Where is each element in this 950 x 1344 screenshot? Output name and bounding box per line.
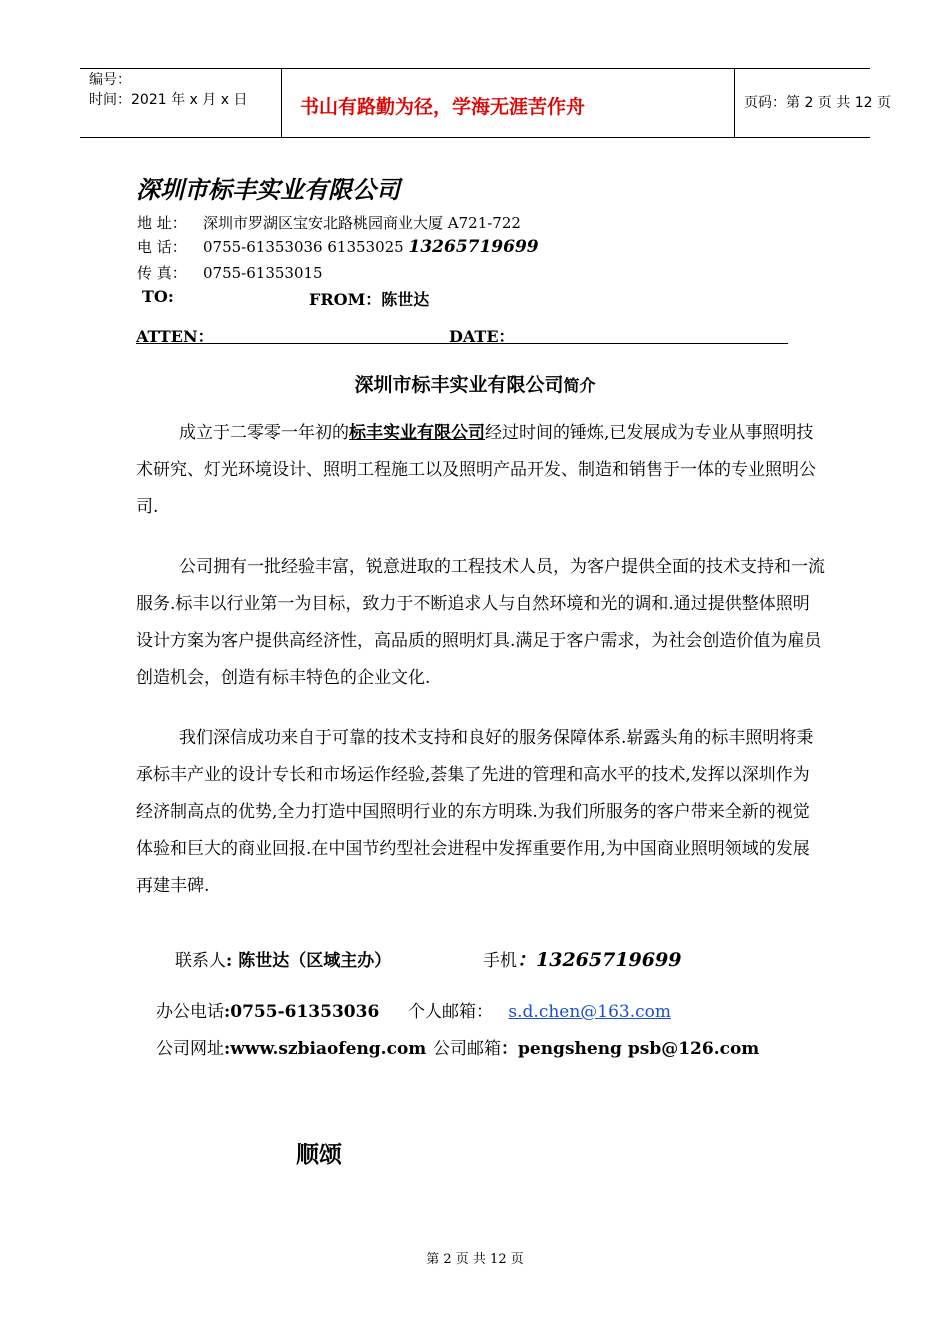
fax-value: 0755-61353015 xyxy=(203,264,323,282)
date-label: DATE： xyxy=(449,327,515,346)
intro-paragraph-3 xyxy=(136,720,826,905)
header-page-cell xyxy=(735,69,891,137)
address-value: 深圳市罗湖区宝安北路桃园商业大厦 A721-722 xyxy=(203,214,521,232)
p1-company-link: 标丰实业有限公司 xyxy=(349,423,485,443)
company-email-line xyxy=(433,1034,759,1059)
atten-label: ATTEN： xyxy=(136,327,214,346)
p1-body: 经过时间的锤炼,已发展成为专业从事照明技术研究、灯光环境设计、照明工程施工以及照明产品开发、制造和销售于一体的专业照明公司. xyxy=(136,423,816,517)
p2-text: 公司拥有一批经验丰富，锐意进取的工程技术人员，为客户提供全面的技术支持和一流服务.标丰以行业第一为目标，致力于不断追求人与自然环境和光的调和.通过提供整体照明设计方案为客户提供高经济性，高品质的照明灯具.满足于客户需求，为社会创造价值为雇员创造机会，创造有标丰特色的企业文化. xyxy=(136,557,825,688)
company-email-label: 公司邮箱 xyxy=(433,1039,501,1059)
contact-person-line xyxy=(175,946,391,971)
website-line xyxy=(156,1034,426,1059)
p1-lead: 成立于二零零一年初的 xyxy=(179,423,349,443)
office-phone-line xyxy=(156,997,379,1022)
intro-title-suffix: 简介 xyxy=(563,376,596,395)
p3-text: 我们深信成功来自于可靠的技术支持和良好的服务保障体系.崭露头角的标丰照明将秉承标丰产业的设计专长和市场运作经验,荟集了先进的管理和高水平的技术,发挥以深圳作为经济制高点的优势,全力打造中国照明行业的东方明珠.为我们所服务的客户带来全新的视觉体验和巨大的商业回报.在中国节约型社会进程中发挥重要作用,为中国商业照明领域的发展再建丰碑. xyxy=(136,728,814,896)
intro-title-main: 深圳市标丰实业有限公司 xyxy=(354,374,564,396)
contact-mobile-value: ：13265719699 xyxy=(517,949,682,971)
address-label: 地 址： xyxy=(137,214,187,232)
intro-title xyxy=(0,370,950,397)
contact-person-label: 联系人 xyxy=(175,951,226,971)
personal-email-link[interactable]: s.d.chen@163.com xyxy=(508,1002,672,1022)
company-email-value: ：pengsheng psb@126.com xyxy=(501,1039,760,1059)
contact-mobile-line xyxy=(483,945,681,972)
office-phone-value: :0755-61353036 xyxy=(224,1002,380,1022)
contact-person-value: : 陈世达（区域主办） xyxy=(226,951,392,971)
serial-label: 编号： xyxy=(89,72,131,88)
contact-mobile-label: 手机 xyxy=(483,951,517,971)
time-label: 时间：2021 年 x 月 x 日 xyxy=(89,92,248,108)
mobile-value: 13265719699 xyxy=(408,237,539,257)
fax-line xyxy=(137,262,323,283)
header-table xyxy=(80,68,891,138)
atten-date-underline xyxy=(136,343,788,344)
header-motto-cell xyxy=(281,69,735,137)
fax-label: 传 真： xyxy=(137,264,187,282)
header-meta xyxy=(80,69,281,137)
address-line xyxy=(137,212,521,233)
website-value: :www.szbiaofeng.com xyxy=(224,1039,427,1059)
motto: 书山有路勤为径，学海无涯苦作舟 xyxy=(300,96,586,118)
from-label: FROM：陈世达 xyxy=(309,290,430,309)
phone-line xyxy=(137,236,539,257)
website-label: 公司网址 xyxy=(156,1039,224,1059)
phone-value: 0755-61353036 61353025 xyxy=(203,238,404,256)
intro-paragraph-1 xyxy=(136,415,826,526)
page-footer: 第 2 页 共 12 页 xyxy=(426,1252,524,1267)
personal-email-label: 个人邮箱： xyxy=(408,1002,493,1022)
to-label: TO: xyxy=(142,287,174,306)
office-phone-label: 办公电话 xyxy=(156,1002,224,1022)
personal-email-line xyxy=(408,997,671,1022)
company-name: 深圳市标丰实业有限公司 xyxy=(136,176,400,204)
page-info: 页码：第 2 页 共 12 页 xyxy=(744,95,891,111)
closing-text: 顺颂 xyxy=(296,1142,342,1168)
phone-label: 电 话： xyxy=(137,238,187,256)
intro-paragraph-2 xyxy=(136,549,826,697)
